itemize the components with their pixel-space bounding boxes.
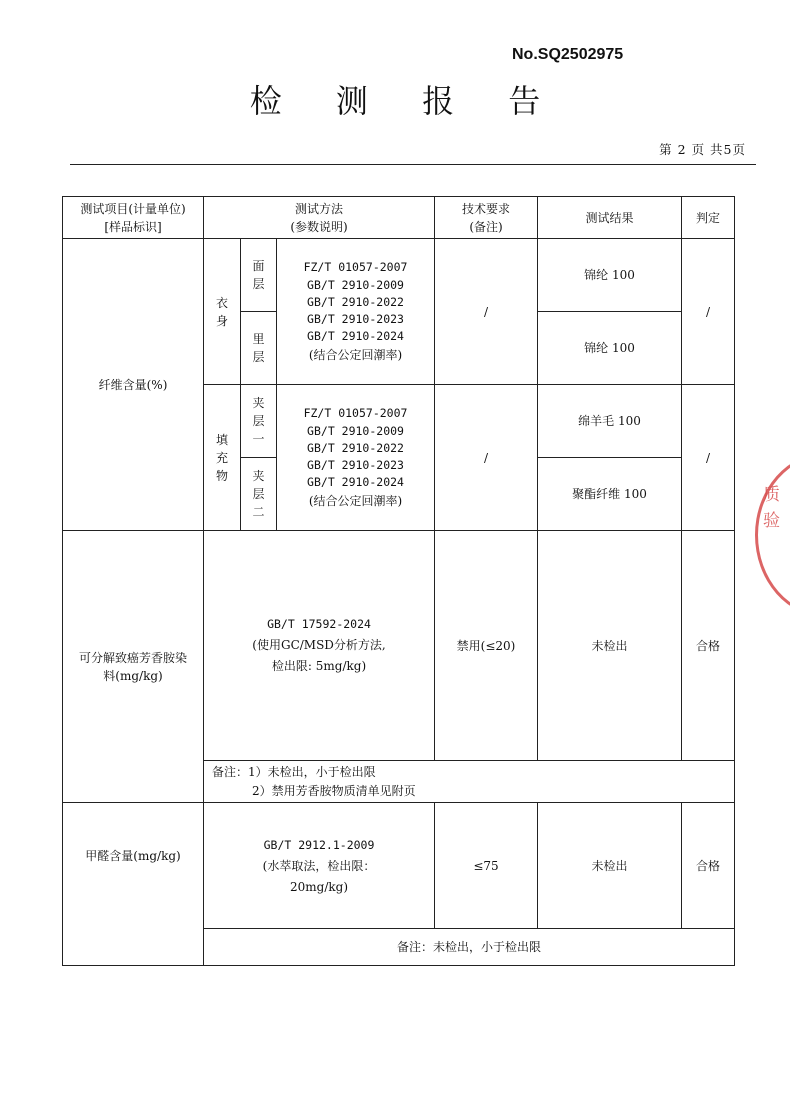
formaldehyde-note: 备注：未检出，小于检出限 [204,929,735,966]
body-requirement: / [435,239,538,385]
seal-stamp [755,452,790,612]
table-row [63,803,735,929]
formaldehyde-method-line: GB/T 2912.1-2009 [263,838,375,852]
report-number: No.SQ2502975 [512,46,624,63]
formaldehyde-requirement: ≤75 [435,803,538,929]
formaldehyde-method-line: (水萃取法，检出限： [262,859,376,873]
formaldehyde-result: 未检出 [538,803,682,929]
azo-note-line: 2）禁用芳香胺物质清单见附页 [252,783,416,798]
method-line: GB/T 2910-2009 [307,277,404,292]
body-lining-label: 里层 [252,332,265,364]
method-line: GB/T 2910-2024 [307,329,404,344]
azo-item-line: 料(mg/kg) [103,668,163,683]
table-header-row [63,197,735,239]
filling-requirement: / [435,385,538,531]
header-requirement-label: 技术要求 [462,201,511,216]
azo-result: 未检出 [538,531,682,761]
azo-item [63,531,204,803]
formaldehyde-method [204,803,435,929]
fiber-item: 纤维含量(%) [63,239,204,531]
filling-layer1 [241,385,277,458]
body-methods [277,239,435,385]
method-line: GB/T 2910-2022 [307,440,404,455]
filling-layer2 [241,458,277,531]
filling-layer2-result: 聚酯纤维 100 [538,458,682,531]
header-result: 测试结果 [538,197,682,239]
azo-item-line: 可分解致癌芳香胺染 [78,650,187,665]
azo-method [204,531,435,761]
body-outer [241,239,277,312]
body-verdict: / [682,239,735,385]
header-method [204,197,435,239]
formaldehyde-item: 甲醛含量(mg/kg) [63,803,204,966]
method-line: GB/T 2910-2023 [307,458,404,473]
method-line: GB/T 2910-2022 [307,294,404,309]
header-verdict: 判定 [682,197,735,239]
header-method-sub: (参数说明) [290,219,348,234]
method-line: (结合公定回潮率) [308,493,403,508]
filling-methods [277,385,435,531]
header-item [63,197,204,239]
header-method-label: 测试方法 [295,201,344,216]
method-line: GB/T 2910-2024 [307,475,404,490]
body-outer-result: 锦纶 100 [538,239,682,312]
header-requirement-sub: (备注) [469,219,503,234]
table-row [63,531,735,761]
seal-text: 质验 [763,485,780,531]
azo-method-line: 检出限: 5mg/kg) [271,659,367,673]
body-group-label: 衣身 [215,295,228,328]
body-lining-result: 锦纶 100 [538,312,682,385]
test-results-table [62,196,735,966]
page-info: 第 2 页 共5页 [659,142,746,157]
header-rule [70,164,756,165]
body-lining [241,312,277,385]
header-item-sub: [样品标识] [104,219,162,234]
azo-note-line: 备注：1）未检出，小于检出限 [212,764,376,779]
azo-method-line: GB/T 17592-2024 [267,617,371,631]
method-line: GB/T 2910-2009 [307,423,404,438]
filling-group-label: 填充物 [215,432,228,483]
filling-layer2-label: 夹层二 [252,469,265,519]
formaldehyde-method-line: 20mg/kg) [290,880,349,894]
report-title: 检 测 报 告 [249,82,563,120]
azo-note [204,761,735,803]
formaldehyde-verdict: 合格 [682,803,735,929]
method-line: FZ/T 01057-2007 [303,260,408,275]
method-line: FZ/T 01057-2007 [303,406,408,421]
filling-verdict: / [682,385,735,531]
header-requirement [435,197,538,239]
filling-layer1-result: 绵羊毛 100 [538,385,682,458]
filling-group [204,385,241,531]
header-item-label: 测试项目(计量单位) [80,201,186,216]
filling-layer1-label: 夹层一 [252,396,265,446]
azo-requirement: 禁用(≤20) [435,531,538,761]
body-group [204,239,241,385]
azo-verdict: 合格 [682,531,735,761]
table-row [63,239,735,312]
method-line: GB/T 2910-2023 [307,312,404,327]
body-outer-label: 面层 [252,259,265,291]
azo-method-line: (使用GC/MSD分析方法, [252,638,386,652]
method-line: (结合公定回潮率) [308,347,403,362]
